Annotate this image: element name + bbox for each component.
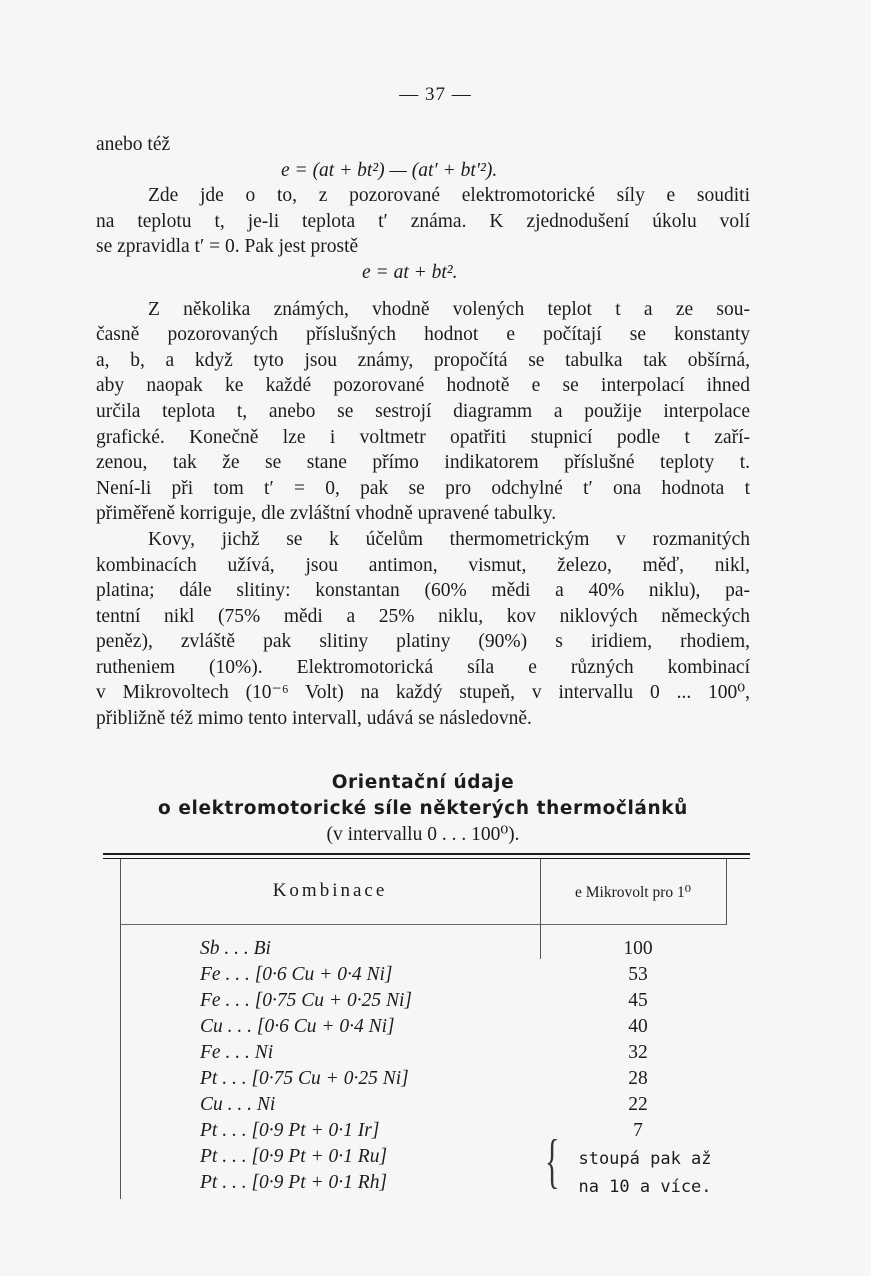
table-top-rule-thin (103, 858, 750, 859)
table-row (0, 1068, 871, 1094)
table-row (0, 1042, 871, 1068)
table-row (0, 1146, 871, 1172)
table-body (0, 938, 871, 1198)
combination: Cu . . . Ni (200, 1094, 276, 1115)
combination: Pt . . . [0·9 Pt + 0·1 Rh] (200, 1172, 388, 1193)
text-line: přiměřeně korriguje, dle zvláštní vhodně upravené tabulky. (96, 503, 557, 525)
text-line: zenou, tak že se stane přímo indikatorem příslušné teploty t. (96, 452, 750, 474)
text-line: anebo též (96, 134, 171, 155)
emf-value: 40 (628, 1016, 648, 1037)
caption-interval: (v intervallu 0 . . . 100⁰). (326, 824, 520, 845)
text-line: přibližně též mimo tento intervall, udává se následovně. (96, 708, 532, 730)
caption-title: Orientační údaje (331, 772, 515, 793)
emf-value: 32 (628, 1042, 648, 1063)
text-line: tentní nikl (75% mědi a 25% niklu, kov niklových německých (96, 605, 750, 627)
text-line: peněz), zvláště pak slitiny platiny (90%) s iridiem, rhodiem, (96, 631, 750, 653)
text-line: Není-li při tom t′ = 0, pak se pro odchylné t′ ona hodnota t (96, 477, 750, 499)
caption-subtitle: o elektromotorické síle některých thermočlánků (158, 798, 688, 819)
text-line: Z několika známých, vhodně volených teplot t a ze sou- (148, 298, 750, 320)
text-line: určila teplota t, anebo se sestrojí diagramm a použije interpolace (96, 400, 750, 422)
combination: Pt . . . [0·75 Cu + 0·25 Ni] (200, 1068, 409, 1089)
emf-value: 7 (633, 1120, 643, 1141)
table-caption (96, 770, 750, 848)
text-line: kombinacích užívá, jsou antimon, vismut, železo, měď, nikl, (96, 554, 750, 576)
text-line: v Mikrovoltech (10⁻⁶ Volt) na každý stupeň, v intervallu 0 ... 100⁰, (96, 682, 750, 704)
table-row (0, 990, 871, 1016)
combination: Fe . . . [0·6 Cu + 0·4 Ni] (200, 964, 393, 985)
bracket-note-line: stoupá pak až (578, 1149, 712, 1169)
page-number: — 37 — (399, 84, 472, 105)
bracket-note-line: na 10 a více. (578, 1177, 712, 1197)
header-rule (120, 924, 726, 925)
combination: Sb . . . Bi (200, 938, 271, 959)
combination: Pt . . . [0·9 Pt + 0·1 Ir] (200, 1120, 380, 1141)
table-row (0, 1172, 871, 1198)
table-row (0, 1016, 871, 1042)
table-row (0, 938, 871, 964)
text-line: grafické. Konečně lze i voltmetr opatřiti stupnicí podle t zaří- (96, 426, 750, 448)
emf-value: 100 (623, 938, 653, 959)
text-line: se zpravidla t′ = 0. Pak jest prostě (96, 236, 359, 258)
column-header-combination: Kombinace (272, 880, 388, 901)
combination: Fe . . . [0·75 Cu + 0·25 Ni] (200, 990, 412, 1011)
text-line: Kovy, jichž se k účelům thermometrickým v rozmanitých (148, 528, 750, 550)
table-row (0, 1120, 871, 1146)
table-right-border (726, 859, 727, 925)
table-row (0, 964, 871, 990)
text-line: platina; dále slitiny: konstantan (60% mědi a 40% niklu), pa- (96, 580, 750, 602)
emf-value: 45 (628, 990, 648, 1011)
emf-value: 53 (628, 964, 648, 985)
brace-icon: { (545, 1128, 560, 1194)
table-row (0, 1094, 871, 1120)
combination: Fe . . . Ni (200, 1042, 274, 1063)
text-line: rutheniem (10%). Elektromotorická síla e různých kombinací (96, 656, 750, 678)
page-text (96, 132, 750, 732)
table-top-rule (103, 853, 750, 855)
equation: e = (at + bt²) — (at′ + bt′²). (281, 159, 498, 181)
emf-value: 22 (628, 1094, 648, 1115)
text-line: časně pozorovaných příslušných hodnot e počítají se konstanty (96, 324, 750, 346)
column-header-value: e Mikrovolt pro 1⁰ (575, 884, 691, 901)
text-line: na teplotu t, je-li teplota t′ známa. K zjednodušení úkolu volí (96, 210, 750, 232)
text-line: a, b, a když tyto jsou známy, propočítá se tabulka tak obšírná, (96, 349, 750, 371)
text-line: aby naopak ke každé pozorované hodnotě e se interpolací ihned (96, 375, 750, 397)
combination: Pt . . . [0·9 Pt + 0·1 Ru] (200, 1146, 388, 1167)
text-line: Zde jde o to, z pozorované elektromotorické síly e souditi (148, 185, 750, 207)
emf-value: 28 (628, 1068, 648, 1089)
equation: e = at + bt². (362, 261, 458, 283)
combination: Cu . . . [0·6 Cu + 0·4 Ni] (200, 1016, 395, 1037)
